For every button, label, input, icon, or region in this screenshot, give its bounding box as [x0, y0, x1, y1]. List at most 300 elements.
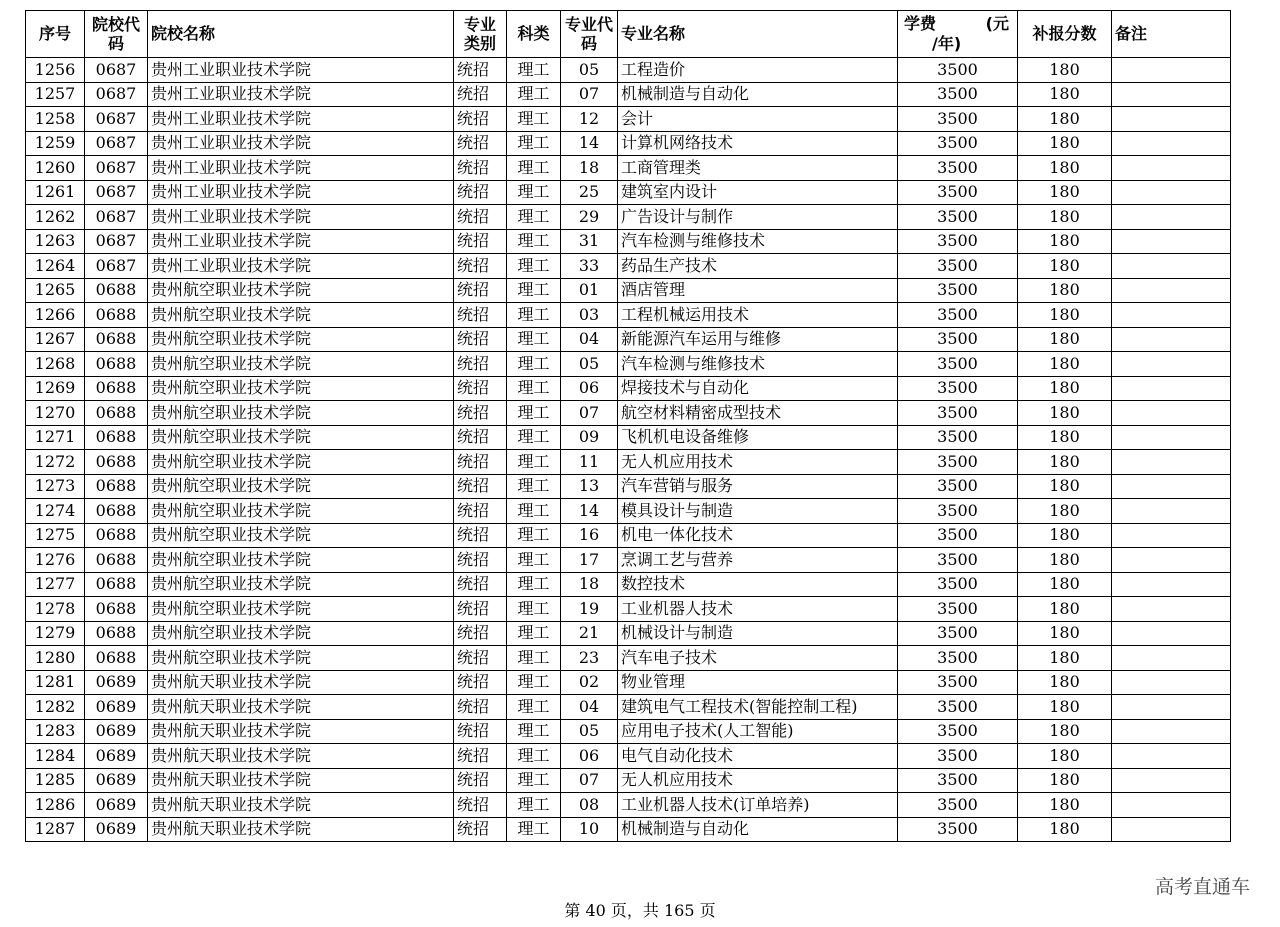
cell-major-type: 统招 [454, 817, 507, 842]
cell-score: 180 [1018, 523, 1112, 548]
table-row [26, 156, 1231, 181]
cell-major-name: 汽车检测与维修技术 [618, 352, 898, 377]
cell-subject: 理工 [507, 156, 561, 181]
cell-school-code: 0689 [85, 695, 148, 720]
watermark: 高考直通车 [1154, 876, 1250, 898]
cell-subject: 理工 [507, 401, 561, 426]
cell-fee: 3500 [898, 131, 1018, 156]
cell-note [1112, 425, 1231, 450]
cell-major-code: 05 [561, 352, 618, 377]
cell-major-type: 统招 [454, 401, 507, 426]
header-school-name: 院校名称 [148, 11, 454, 58]
header-school-code: 院校代码 [85, 11, 148, 58]
cell-seq: 1282 [26, 695, 85, 720]
cell-major-name: 物业管理 [618, 670, 898, 695]
cell-major-name: 工业机器人技术(订单培养) [618, 793, 898, 818]
cell-score: 180 [1018, 131, 1112, 156]
cell-major-type: 统招 [454, 744, 507, 769]
cell-seq: 1270 [26, 401, 85, 426]
cell-school-name: 贵州工业职业技术学院 [148, 107, 454, 132]
admissions-table [25, 10, 1231, 842]
cell-subject: 理工 [507, 817, 561, 842]
cell-fee: 3500 [898, 817, 1018, 842]
cell-major-code: 11 [561, 450, 618, 475]
cell-school-code: 0688 [85, 450, 148, 475]
table-row [26, 352, 1231, 377]
cell-major-name: 建筑室内设计 [618, 180, 898, 205]
cell-school-name: 贵州工业职业技术学院 [148, 156, 454, 181]
table-row [26, 523, 1231, 548]
cell-note [1112, 205, 1231, 230]
cell-fee: 3500 [898, 548, 1018, 573]
cell-seq: 1260 [26, 156, 85, 181]
header-note: 备注 [1112, 11, 1231, 58]
cell-major-code: 01 [561, 278, 618, 303]
cell-school-name: 贵州航天职业技术学院 [148, 744, 454, 769]
cell-school-code: 0688 [85, 401, 148, 426]
cell-score: 180 [1018, 82, 1112, 107]
cell-school-name: 贵州工业职业技术学院 [148, 229, 454, 254]
cell-major-code: 12 [561, 107, 618, 132]
cell-major-name: 模具设计与制造 [618, 499, 898, 524]
cell-school-name: 贵州航空职业技术学院 [148, 278, 454, 303]
cell-major-code: 07 [561, 768, 618, 793]
cell-school-code: 0689 [85, 670, 148, 695]
cell-subject: 理工 [507, 572, 561, 597]
cell-score: 180 [1018, 744, 1112, 769]
table-row [26, 817, 1231, 842]
header-fee-unit-1: (元 [985, 14, 1009, 33]
cell-school-code: 0688 [85, 548, 148, 573]
cell-seq: 1259 [26, 131, 85, 156]
cell-major-type: 统招 [454, 719, 507, 744]
cell-school-name: 贵州航空职业技术学院 [148, 401, 454, 426]
table-row [26, 450, 1231, 475]
cell-score: 180 [1018, 548, 1112, 573]
cell-score: 180 [1018, 499, 1112, 524]
table-row [26, 499, 1231, 524]
cell-school-code: 0689 [85, 744, 148, 769]
cell-fee: 3500 [898, 793, 1018, 818]
cell-fee: 3500 [898, 229, 1018, 254]
cell-note [1112, 401, 1231, 426]
cell-fee: 3500 [898, 621, 1018, 646]
cell-fee: 3500 [898, 58, 1018, 83]
cell-school-code: 0688 [85, 621, 148, 646]
cell-seq: 1276 [26, 548, 85, 573]
cell-score: 180 [1018, 401, 1112, 426]
cell-score: 180 [1018, 793, 1112, 818]
cell-fee: 3500 [898, 425, 1018, 450]
table-row [26, 695, 1231, 720]
cell-seq: 1272 [26, 450, 85, 475]
cell-major-name: 广告设计与制作 [618, 205, 898, 230]
cell-major-name: 无人机应用技术 [618, 768, 898, 793]
cell-major-code: 13 [561, 474, 618, 499]
cell-subject: 理工 [507, 523, 561, 548]
cell-major-code: 16 [561, 523, 618, 548]
cell-school-name: 贵州航空职业技术学院 [148, 474, 454, 499]
cell-note [1112, 646, 1231, 671]
cell-major-name: 酒店管理 [618, 278, 898, 303]
cell-school-code: 0688 [85, 499, 148, 524]
cell-seq: 1256 [26, 58, 85, 83]
table-row [26, 597, 1231, 622]
cell-score: 180 [1018, 695, 1112, 720]
table-row [26, 376, 1231, 401]
cell-seq: 1274 [26, 499, 85, 524]
cell-school-code: 0689 [85, 719, 148, 744]
cell-major-type: 统招 [454, 523, 507, 548]
cell-major-type: 统招 [454, 254, 507, 279]
cell-major-code: 06 [561, 744, 618, 769]
cell-score: 180 [1018, 303, 1112, 328]
cell-school-name: 贵州工业职业技术学院 [148, 205, 454, 230]
cell-note [1112, 327, 1231, 352]
cell-note [1112, 303, 1231, 328]
cell-note [1112, 548, 1231, 573]
cell-subject: 理工 [507, 646, 561, 671]
cell-subject: 理工 [507, 499, 561, 524]
cell-major-type: 统招 [454, 425, 507, 450]
cell-major-type: 统招 [454, 303, 507, 328]
cell-note [1112, 768, 1231, 793]
cell-school-name: 贵州航空职业技术学院 [148, 376, 454, 401]
cell-major-code: 33 [561, 254, 618, 279]
cell-fee: 3500 [898, 82, 1018, 107]
cell-seq: 1263 [26, 229, 85, 254]
cell-fee: 3500 [898, 352, 1018, 377]
cell-note [1112, 352, 1231, 377]
cell-fee: 3500 [898, 670, 1018, 695]
cell-school-code: 0688 [85, 572, 148, 597]
cell-major-type: 统招 [454, 131, 507, 156]
cell-subject: 理工 [507, 474, 561, 499]
cell-subject: 理工 [507, 744, 561, 769]
cell-score: 180 [1018, 425, 1112, 450]
cell-major-name: 建筑电气工程技术(智能控制工程) [618, 695, 898, 720]
cell-major-code: 05 [561, 719, 618, 744]
cell-fee: 3500 [898, 254, 1018, 279]
cell-major-type: 统招 [454, 793, 507, 818]
table-row [26, 205, 1231, 230]
table-row [26, 278, 1231, 303]
cell-seq: 1281 [26, 670, 85, 695]
cell-fee: 3500 [898, 376, 1018, 401]
cell-school-name: 贵州航天职业技术学院 [148, 670, 454, 695]
cell-major-type: 统招 [454, 205, 507, 230]
cell-school-name: 贵州工业职业技术学院 [148, 180, 454, 205]
cell-subject: 理工 [507, 768, 561, 793]
cell-seq: 1271 [26, 425, 85, 450]
cell-fee: 3500 [898, 719, 1018, 744]
cell-seq: 1283 [26, 719, 85, 744]
header-seq: 序号 [26, 11, 85, 58]
cell-note [1112, 156, 1231, 181]
cell-subject: 理工 [507, 793, 561, 818]
cell-fee: 3500 [898, 450, 1018, 475]
cell-subject: 理工 [507, 327, 561, 352]
cell-major-type: 统招 [454, 180, 507, 205]
cell-seq: 1266 [26, 303, 85, 328]
cell-seq: 1285 [26, 768, 85, 793]
cell-score: 180 [1018, 58, 1112, 83]
cell-fee: 3500 [898, 572, 1018, 597]
cell-note [1112, 621, 1231, 646]
cell-major-code: 02 [561, 670, 618, 695]
cell-score: 180 [1018, 670, 1112, 695]
cell-major-name: 飞机机电设备维修 [618, 425, 898, 450]
cell-subject: 理工 [507, 425, 561, 450]
cell-major-type: 统招 [454, 450, 507, 475]
cell-fee: 3500 [898, 401, 1018, 426]
table-row [26, 82, 1231, 107]
table-row [26, 303, 1231, 328]
cell-major-name: 工商管理类 [618, 156, 898, 181]
cell-major-name: 电气自动化技术 [618, 744, 898, 769]
cell-subject: 理工 [507, 107, 561, 132]
cell-school-code: 0687 [85, 254, 148, 279]
cell-major-name: 机械制造与自动化 [618, 817, 898, 842]
cell-subject: 理工 [507, 58, 561, 83]
cell-seq: 1264 [26, 254, 85, 279]
table-row [26, 327, 1231, 352]
cell-subject: 理工 [507, 670, 561, 695]
cell-major-type: 统招 [454, 156, 507, 181]
cell-major-name: 机械制造与自动化 [618, 82, 898, 107]
cell-school-code: 0688 [85, 352, 148, 377]
cell-score: 180 [1018, 817, 1112, 842]
cell-fee: 3500 [898, 303, 1018, 328]
cell-major-type: 统招 [454, 695, 507, 720]
cell-score: 180 [1018, 107, 1112, 132]
table-row [26, 548, 1231, 573]
cell-major-code: 14 [561, 131, 618, 156]
cell-fee: 3500 [898, 499, 1018, 524]
cell-subject: 理工 [507, 450, 561, 475]
table-row [26, 107, 1231, 132]
cell-fee: 3500 [898, 695, 1018, 720]
cell-score: 180 [1018, 180, 1112, 205]
cell-major-code: 04 [561, 327, 618, 352]
header-major-type: 专业类别 [454, 11, 507, 58]
cell-note [1112, 523, 1231, 548]
cell-major-type: 统招 [454, 376, 507, 401]
cell-school-name: 贵州航空职业技术学院 [148, 450, 454, 475]
header-score: 补报分数 [1018, 11, 1112, 58]
cell-fee: 3500 [898, 205, 1018, 230]
table-row [26, 180, 1231, 205]
cell-school-name: 贵州航空职业技术学院 [148, 425, 454, 450]
cell-major-name: 焊接技术与自动化 [618, 376, 898, 401]
cell-seq: 1284 [26, 744, 85, 769]
cell-score: 180 [1018, 327, 1112, 352]
cell-score: 180 [1018, 278, 1112, 303]
cell-note [1112, 376, 1231, 401]
cell-school-code: 0689 [85, 768, 148, 793]
cell-school-code: 0688 [85, 597, 148, 622]
cell-major-code: 09 [561, 425, 618, 450]
cell-note [1112, 107, 1231, 132]
table-body [26, 58, 1231, 842]
cell-subject: 理工 [507, 621, 561, 646]
cell-major-name: 汽车营销与服务 [618, 474, 898, 499]
cell-fee: 3500 [898, 180, 1018, 205]
table-row [26, 670, 1231, 695]
cell-seq: 1262 [26, 205, 85, 230]
cell-school-code: 0688 [85, 474, 148, 499]
cell-school-name: 贵州航天职业技术学院 [148, 695, 454, 720]
cell-note [1112, 180, 1231, 205]
cell-score: 180 [1018, 450, 1112, 475]
cell-seq: 1273 [26, 474, 85, 499]
cell-score: 180 [1018, 205, 1112, 230]
cell-note [1112, 82, 1231, 107]
cell-school-code: 0688 [85, 303, 148, 328]
cell-score: 180 [1018, 229, 1112, 254]
cell-major-code: 18 [561, 156, 618, 181]
cell-seq: 1279 [26, 621, 85, 646]
cell-school-name: 贵州航天职业技术学院 [148, 817, 454, 842]
cell-seq: 1275 [26, 523, 85, 548]
cell-school-name: 贵州航空职业技术学院 [148, 572, 454, 597]
cell-major-type: 统招 [454, 229, 507, 254]
cell-major-code: 05 [561, 58, 618, 83]
cell-major-type: 统招 [454, 621, 507, 646]
cell-school-code: 0689 [85, 793, 148, 818]
cell-major-name: 烹调工艺与营养 [618, 548, 898, 573]
cell-score: 180 [1018, 621, 1112, 646]
cell-fee: 3500 [898, 768, 1018, 793]
cell-subject: 理工 [507, 180, 561, 205]
cell-seq: 1261 [26, 180, 85, 205]
cell-major-code: 18 [561, 572, 618, 597]
cell-seq: 1268 [26, 352, 85, 377]
cell-seq: 1267 [26, 327, 85, 352]
cell-subject: 理工 [507, 376, 561, 401]
cell-subject: 理工 [507, 352, 561, 377]
table-row [26, 744, 1231, 769]
cell-major-name: 会计 [618, 107, 898, 132]
header-major-code: 专业代码 [561, 11, 618, 58]
cell-seq: 1286 [26, 793, 85, 818]
cell-major-type: 统招 [454, 768, 507, 793]
cell-major-code: 25 [561, 180, 618, 205]
cell-fee: 3500 [898, 646, 1018, 671]
cell-major-name: 计算机网络技术 [618, 131, 898, 156]
cell-major-code: 10 [561, 817, 618, 842]
cell-seq: 1265 [26, 278, 85, 303]
cell-note [1112, 817, 1231, 842]
cell-school-code: 0687 [85, 131, 148, 156]
table-row [26, 793, 1231, 818]
header-fee-unit-2: /年) [932, 34, 962, 53]
cell-major-code: 29 [561, 205, 618, 230]
cell-school-name: 贵州工业职业技术学院 [148, 131, 454, 156]
cell-major-code: 04 [561, 695, 618, 720]
cell-major-type: 统招 [454, 352, 507, 377]
page-number: 第 40 页，共 165 页 [564, 901, 716, 920]
cell-major-type: 统招 [454, 646, 507, 671]
cell-seq: 1278 [26, 597, 85, 622]
cell-subject: 理工 [507, 254, 561, 279]
table-row [26, 572, 1231, 597]
cell-major-type: 统招 [454, 58, 507, 83]
cell-major-code: 06 [561, 376, 618, 401]
cell-score: 180 [1018, 352, 1112, 377]
cell-school-name: 贵州航空职业技术学院 [148, 597, 454, 622]
cell-major-code: 21 [561, 621, 618, 646]
cell-school-code: 0688 [85, 376, 148, 401]
cell-major-code: 23 [561, 646, 618, 671]
cell-fee: 3500 [898, 744, 1018, 769]
cell-school-name: 贵州航天职业技术学院 [148, 719, 454, 744]
cell-major-code: 31 [561, 229, 618, 254]
cell-major-name: 工程机械运用技术 [618, 303, 898, 328]
cell-school-name: 贵州航空职业技术学院 [148, 523, 454, 548]
cell-major-type: 统招 [454, 327, 507, 352]
cell-fee: 3500 [898, 327, 1018, 352]
cell-school-code: 0687 [85, 205, 148, 230]
cell-major-type: 统招 [454, 597, 507, 622]
cell-school-code: 0687 [85, 58, 148, 83]
table-row [26, 646, 1231, 671]
cell-school-name: 贵州航空职业技术学院 [148, 303, 454, 328]
header-fee [898, 11, 1018, 58]
cell-subject: 理工 [507, 278, 561, 303]
cell-score: 180 [1018, 719, 1112, 744]
cell-note [1112, 131, 1231, 156]
cell-major-name: 工程造价 [618, 58, 898, 83]
cell-seq: 1287 [26, 817, 85, 842]
cell-school-code: 0687 [85, 156, 148, 181]
table-row [26, 131, 1231, 156]
cell-seq: 1280 [26, 646, 85, 671]
cell-major-code: 14 [561, 499, 618, 524]
header-subject: 科类 [507, 11, 561, 58]
cell-score: 180 [1018, 597, 1112, 622]
cell-major-name: 无人机应用技术 [618, 450, 898, 475]
table-row [26, 768, 1231, 793]
cell-major-name: 航空材料精密成型技术 [618, 401, 898, 426]
cell-school-name: 贵州工业职业技术学院 [148, 58, 454, 83]
cell-school-name: 贵州航天职业技术学院 [148, 768, 454, 793]
cell-school-code: 0687 [85, 107, 148, 132]
cell-school-code: 0688 [85, 425, 148, 450]
cell-major-name: 应用电子技术(人工智能) [618, 719, 898, 744]
cell-major-name: 新能源汽车运用与维修 [618, 327, 898, 352]
cell-fee: 3500 [898, 523, 1018, 548]
cell-note [1112, 278, 1231, 303]
cell-note [1112, 499, 1231, 524]
cell-subject: 理工 [507, 205, 561, 230]
cell-score: 180 [1018, 646, 1112, 671]
cell-score: 180 [1018, 474, 1112, 499]
cell-note [1112, 695, 1231, 720]
cell-major-type: 统招 [454, 474, 507, 499]
cell-seq: 1277 [26, 572, 85, 597]
table-row [26, 58, 1231, 83]
cell-note [1112, 254, 1231, 279]
cell-note [1112, 793, 1231, 818]
table-row [26, 401, 1231, 426]
cell-major-type: 统招 [454, 499, 507, 524]
cell-note [1112, 229, 1231, 254]
cell-major-name: 机械设计与制造 [618, 621, 898, 646]
cell-note [1112, 474, 1231, 499]
cell-major-name: 汽车电子技术 [618, 646, 898, 671]
cell-fee: 3500 [898, 156, 1018, 181]
